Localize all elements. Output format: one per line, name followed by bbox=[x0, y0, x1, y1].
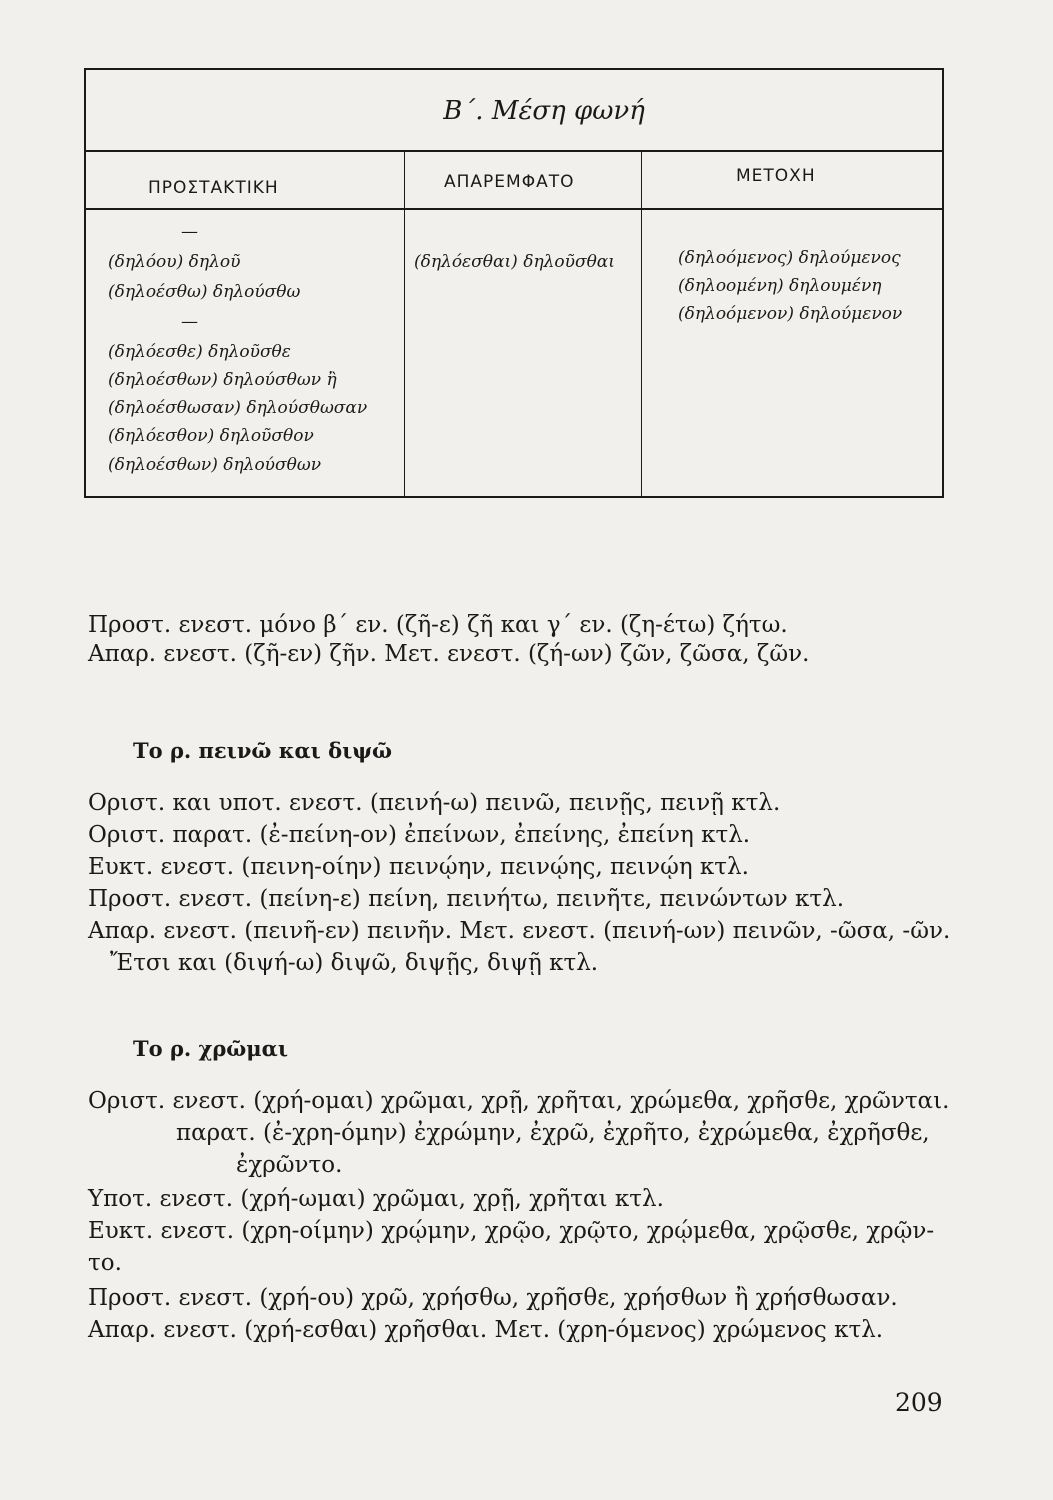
imperative-line: (δηλόεσθον) δηλοῦσθον bbox=[108, 426, 314, 446]
imperative-line: (δηλόεσθε) δηλοῦσθε bbox=[108, 342, 291, 362]
text-line: Προστ. ενεστ. μόνο β΄ εν. (ζῆ-ε) ζῆ και γ΄ εν. (ζη-έτω) ζήτω. bbox=[88, 612, 788, 638]
text-line: Προστ. ενεστ. (χρή-ου) χρῶ, χρήσθω, χρῆσθε, χρήσθων ἢ χρήσθωσαν. bbox=[88, 1285, 898, 1311]
imperative-line: (δηλοέσθων) δηλούσθων bbox=[108, 455, 322, 475]
text-line: Ευκτ. ενεστ. (πεινη-οίην) πεινῴην, πεινῴης, πεινῴη κτλ. bbox=[88, 854, 749, 880]
imperative-line: (δηλοέσθων) δηλούσθων ἢ bbox=[108, 370, 337, 390]
text-line: Απαρ. ενεστ. (χρή-εσθαι) χρῆσθαι. Μετ. (χρη-όμενος) χρώμενος κτλ. bbox=[88, 1317, 884, 1343]
table-title: Β΄. Μέση φωνή bbox=[86, 70, 942, 152]
text-line: Οριστ. ενεστ. (χρή-ομαι) χρῶμαι, χρῇ, χρῆται, χρώμεθα, χρῆσθε, χρῶνται. bbox=[88, 1088, 950, 1114]
participle-line: (δηλοομένη) δηλουμένη bbox=[678, 276, 882, 296]
header-divider bbox=[86, 208, 942, 210]
imperative-line: (δηλοέσθωσαν) δηλούσθωσαν bbox=[108, 398, 368, 418]
header-imperative: ΠΡΟΣΤΑΚΤΙΚΗ bbox=[148, 178, 279, 198]
text-line: Απαρ. ενεστ. (ζῆ-εν) ζῆν. Μετ. ενεστ. (ζή-ων) ζῶν, ζῶσα, ζῶν. bbox=[88, 641, 810, 667]
dash: — bbox=[181, 222, 198, 242]
dash: — bbox=[181, 312, 198, 332]
text-line: Απαρ. ενεστ. (πεινῆ-εν) πεινῆν. Μετ. ενεστ. (πεινή-ων) πεινῶν, -ῶσα, -ῶν. bbox=[88, 918, 951, 944]
participle-line: (δηλοόμενος) δηλούμενος bbox=[678, 248, 901, 268]
section-heading: Το ρ. χρῶμαι bbox=[133, 1036, 288, 1061]
text-line: Υποτ. ενεστ. (χρή-ωμαι) χρῶμαι, χρῇ, χρῆται κτλ. bbox=[88, 1186, 664, 1212]
text-line: Οριστ. και υποτ. ενεστ. (πεινή-ω) πεινῶ, πεινῇς, πεινῇ κτλ. bbox=[88, 790, 781, 816]
text-line: Ευκτ. ενεστ. (χρη-οίμην) χρῴμην, χρῷο, χρῷτο, χρῴμεθα, χρῷσθε, χρῷν- bbox=[88, 1218, 935, 1244]
infinitive-line: (δηλόεσθαι) δηλοῦσθαι bbox=[414, 252, 615, 272]
page-number: 209 bbox=[895, 1388, 943, 1417]
header-participle: ΜΕΤΟΧΗ bbox=[736, 166, 816, 186]
text-line: παρατ. (ἐ-χρη-όμην) ἐχρώμην, ἐχρῶ, ἐχρῆτο, ἐχρώμεθα, ἐχρῆσθε, bbox=[176, 1120, 930, 1146]
text-line: Προστ. ενεστ. (πείνη-ε) πείνη, πεινήτω, πεινῆτε, πεινώντων κτλ. bbox=[88, 886, 845, 912]
column-divider bbox=[404, 152, 405, 496]
section-heading: Το ρ. πεινῶ και διψῶ bbox=[133, 738, 393, 763]
text-line: το. bbox=[88, 1250, 122, 1276]
header-infinitive: ΑΠΑΡΕΜΦΑΤΟ bbox=[444, 172, 575, 192]
imperative-line: (δηλόου) δηλοῦ bbox=[108, 252, 241, 272]
participle-line: (δηλοόμενον) δηλούμενον bbox=[678, 304, 903, 324]
column-divider bbox=[641, 152, 642, 496]
conjugation-table bbox=[84, 68, 944, 498]
text-line: ἐχρῶντο. bbox=[236, 1152, 343, 1178]
text-line: Οριστ. παρατ. (ἐ-πείνη-ον) ἐπείνων, ἐπείνης, ἐπείνη κτλ. bbox=[88, 822, 751, 848]
imperative-line: (δηλοέσθω) δηλούσθω bbox=[108, 282, 301, 302]
text-line: Ἔτσι και (διψή-ω) διψῶ, διψῇς, διψῇ κτλ. bbox=[110, 950, 599, 976]
